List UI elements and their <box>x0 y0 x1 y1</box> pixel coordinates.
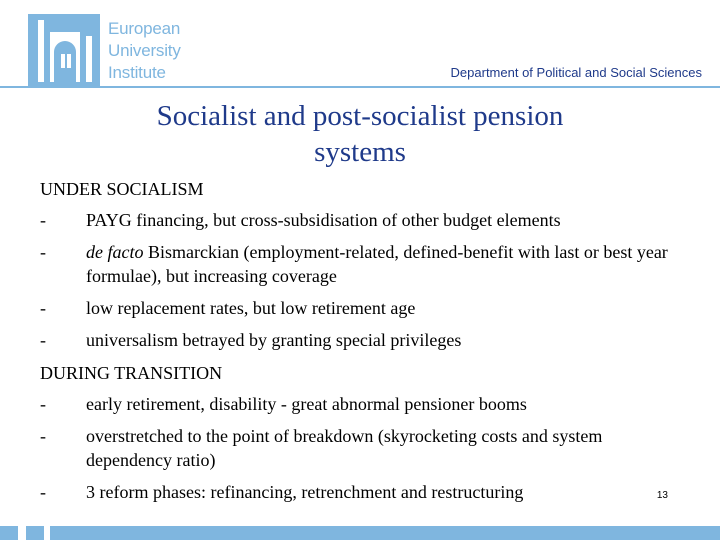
bullet-dash: - <box>40 482 46 502</box>
list-item <box>40 328 680 352</box>
page-number: 13 <box>656 490 668 501</box>
slide-title <box>40 98 680 170</box>
section-heading-socialism: UNDER SOCIALISM <box>40 179 204 199</box>
footer-bar <box>0 526 720 540</box>
list-item-italic: de facto <box>86 242 144 262</box>
logo-line-european: European <box>108 19 181 38</box>
eui-logo <box>28 14 192 88</box>
list-item <box>40 296 680 320</box>
footer-gap <box>18 526 26 540</box>
list-item <box>40 392 680 416</box>
header-rule <box>0 86 720 88</box>
list-item-text: early retirement, disability - great abnormal pensioner booms <box>86 394 527 414</box>
bullet-dash: - <box>40 210 46 230</box>
title-line-2: systems <box>314 136 406 168</box>
list-item <box>40 480 680 504</box>
list-item-text: universalism betrayed by granting special privileges <box>86 330 462 350</box>
bullet-dash: - <box>40 330 46 350</box>
logo-line-university: University <box>108 41 181 60</box>
list-item-text: overstretched to the point of breakdown (skyrocketing costs and system dependency ratio) <box>86 426 603 470</box>
list-item <box>40 424 680 472</box>
bullet-dash: - <box>40 426 46 446</box>
bullet-dash: - <box>40 242 46 262</box>
section-heading-transition: DURING TRANSITION <box>40 363 223 383</box>
list-item <box>40 208 680 232</box>
bullet-dash: - <box>40 394 46 414</box>
department-label: Department of Political and Social Sciences <box>450 65 702 80</box>
logo-line-institute: Institute <box>108 63 166 82</box>
list-item <box>40 240 680 288</box>
slide-body <box>40 176 680 512</box>
list-item-rest: Bismarckian (employment-related, defined-benefit with last or best year formulae), but increasing coverage <box>86 242 668 286</box>
bullet-dash: - <box>40 298 46 318</box>
list-item-text <box>86 240 680 288</box>
logo-text <box>108 18 181 84</box>
list-item-text: low replacement rates, but low retirement age <box>86 298 416 318</box>
footer-gap <box>44 526 50 540</box>
list-item-text: 3 reform phases: refinancing, retrenchment and restructuring <box>86 482 524 502</box>
eui-building-icon <box>28 14 100 88</box>
title-line-1: Socialist and post-socialist pension <box>156 100 564 132</box>
list-item-text: PAYG financing, but cross-subsidisation of other budget elements <box>86 210 561 230</box>
